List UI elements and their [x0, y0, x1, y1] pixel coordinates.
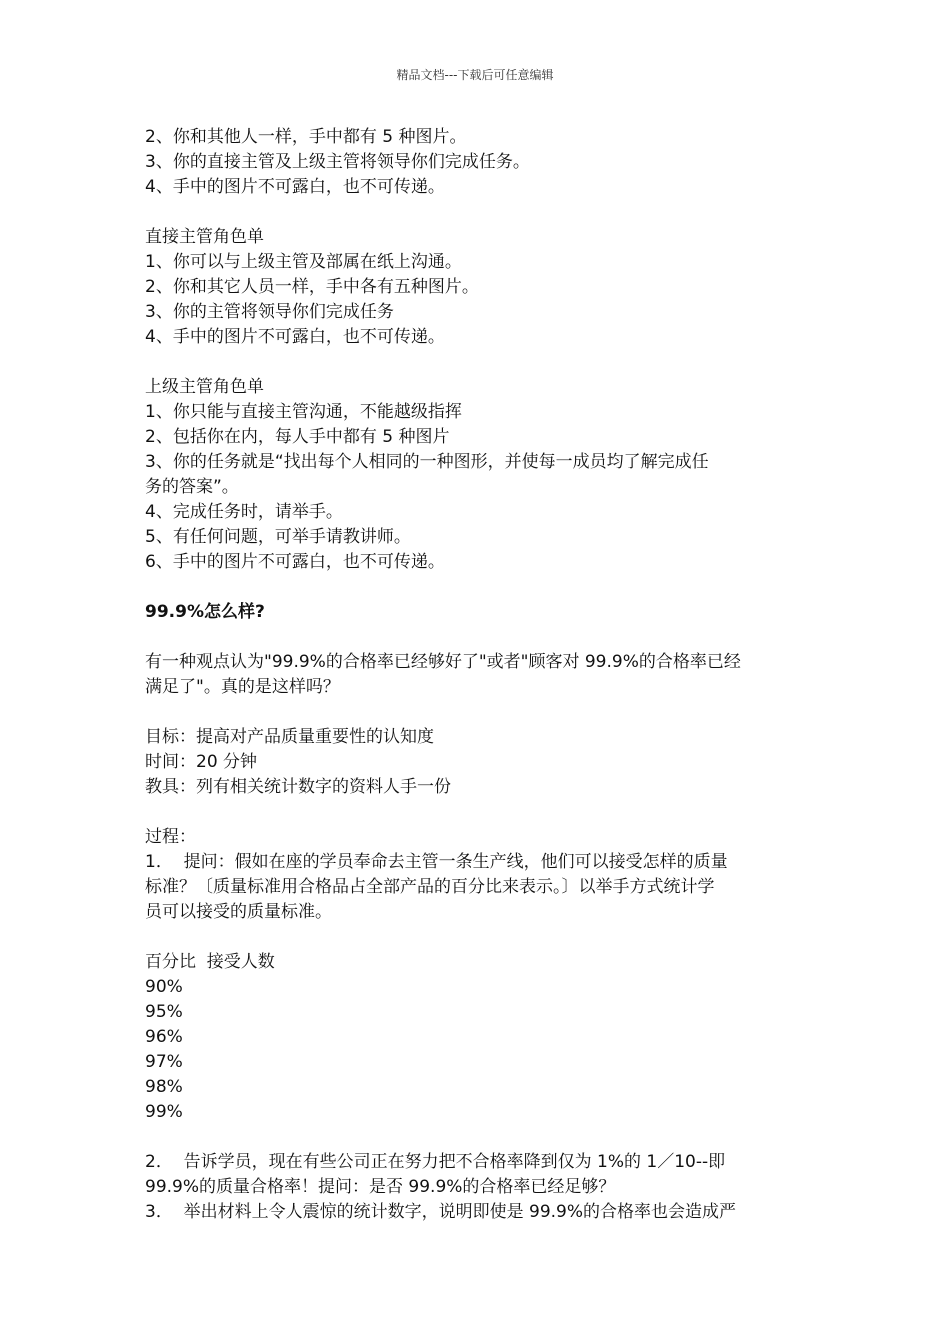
text-line: 目标：提高对产品质量重要性的认知度 [145, 727, 434, 747]
text-line: 百分比 接受人数 [145, 952, 275, 972]
text-line: 2、你和其它人员一样，手中各有五种图片。 [145, 277, 479, 297]
text-line: 有一种观点认为"99.9%的合格率已经够好了"或者"顾客对 99.9%的合格率已经 [145, 652, 741, 672]
text-line: 2． 告诉学员，现在有些公司正在努力把不合格率降到仅为 1%的 1／10--即 [145, 1152, 726, 1172]
section-heading: 99.9%怎么样? [145, 602, 265, 622]
text-line: 3、你的任务就是“找出每个人相同的一种图形，并使每一成员均了解完成任 [145, 452, 709, 472]
text-line: 员可以接受的质量标准。 [145, 902, 332, 922]
text-line: 3、你的直接主管及上级主管将领导你们完成任务。 [145, 152, 530, 172]
text-line: 满足了"。真的是这样吗？ [145, 677, 340, 697]
text-line: 4、手中的图片不可露白，也不可传递。 [145, 177, 445, 197]
text-line: 3、你的主管将领导你们完成任务 [145, 302, 394, 322]
text-line: 务的答案”。 [145, 477, 239, 497]
document-body [145, 125, 810, 1225]
text-line: 6、手中的图片不可露白，也不可传递。 [145, 552, 445, 572]
text-line: 5、有任何问题，可举手请教讲师。 [145, 527, 411, 547]
text-line: 4、手中的图片不可露白，也不可传递。 [145, 327, 445, 347]
text-line: 时间：20 分钟 [145, 752, 258, 772]
text-line: 2、包括你在内，每人手中都有 5 种图片 [145, 427, 450, 447]
text-line: 过程： [145, 827, 196, 847]
blank-line [145, 1125, 810, 1150]
text-line: 直接主管角色单 [145, 227, 264, 247]
text-line: 2、你和其他人一样，手中都有 5 种图片。 [145, 127, 467, 147]
blank-line [145, 625, 810, 650]
text-line: 90% [145, 977, 183, 997]
text-line: 1、你只能与直接主管沟通，不能越级指挥 [145, 402, 462, 422]
text-line: 1． 提问：假如在座的学员奉命去主管一条生产线，他们可以接受怎样的质量 [145, 852, 728, 872]
page-header: 精品文档---下载后可任意编辑 [396, 68, 554, 82]
blank-line [145, 200, 810, 225]
text-line: 4、完成任务时，请举手。 [145, 502, 343, 522]
text-line: 99.9%的质量合格率！提问：是否 99.9%的合格率已经足够？ [145, 1177, 616, 1197]
blank-line [145, 575, 810, 600]
text-line: 95% [145, 1002, 183, 1022]
blank-line [145, 925, 810, 950]
text-line: 上级主管角色单 [145, 377, 264, 397]
text-line: 教具：列有相关统计数字的资料人手一份 [145, 777, 451, 797]
text-line: 99% [145, 1102, 183, 1122]
blank-line [145, 700, 810, 725]
blank-line [145, 350, 810, 375]
text-line: 3． 举出材料上令人震惊的统计数字，说明即使是 99.9%的合格率也会造成严 [145, 1202, 737, 1222]
text-line: 1、你可以与上级主管及部属在纸上沟通。 [145, 252, 462, 272]
text-line: 97% [145, 1052, 183, 1072]
text-line: 标准？〔质量标准用合格品占全部产品的百分比来表示。〕以举手方式统计学 [145, 877, 715, 897]
blank-line [145, 800, 810, 825]
text-line: 96% [145, 1027, 183, 1047]
text-line: 98% [145, 1077, 183, 1097]
